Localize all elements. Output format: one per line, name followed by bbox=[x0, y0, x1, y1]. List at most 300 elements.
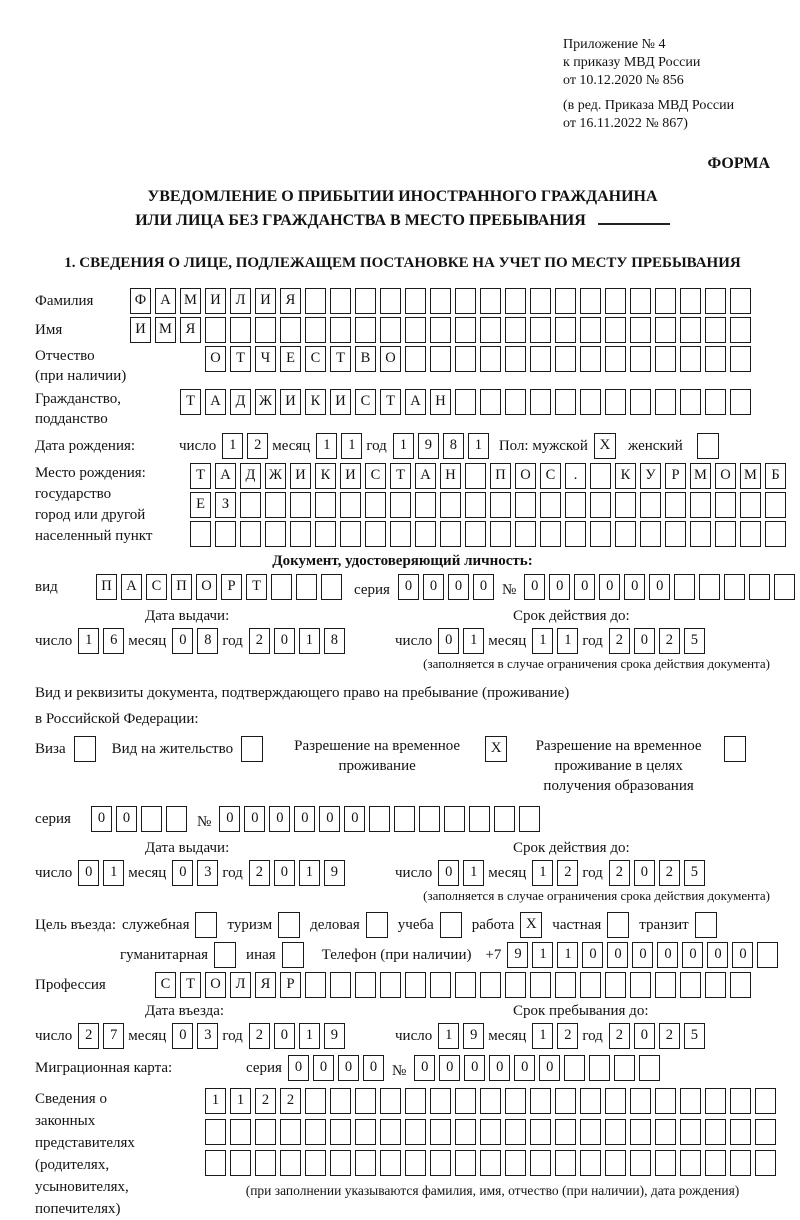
form-cell[interactable]: Ф bbox=[130, 288, 151, 314]
form-cell[interactable] bbox=[765, 521, 786, 547]
form-cell[interactable] bbox=[505, 288, 526, 314]
form-cell[interactable]: 0 bbox=[524, 574, 545, 600]
purpose-tourism-checkbox[interactable] bbox=[278, 912, 300, 938]
form-cell[interactable] bbox=[205, 1119, 226, 1145]
form-cell[interactable]: 0 bbox=[338, 1055, 359, 1081]
form-cell[interactable]: Т bbox=[330, 346, 351, 372]
form-cell[interactable]: С bbox=[146, 574, 167, 600]
form-cell[interactable] bbox=[405, 1150, 426, 1176]
form-cell[interactable] bbox=[480, 288, 501, 314]
form-cell[interactable]: 1 bbox=[103, 860, 124, 886]
form-cell[interactable]: И bbox=[340, 463, 361, 489]
form-cell[interactable]: 0 bbox=[398, 574, 419, 600]
form-cell[interactable] bbox=[655, 346, 676, 372]
form-cell[interactable]: 1 bbox=[299, 1023, 320, 1049]
form-cell[interactable] bbox=[505, 1119, 526, 1145]
form-cell[interactable] bbox=[580, 346, 601, 372]
form-cell[interactable] bbox=[530, 346, 551, 372]
form-cell[interactable]: Н bbox=[430, 389, 451, 415]
form-cell[interactable] bbox=[605, 972, 626, 998]
gender-female-checkbox[interactable] bbox=[697, 433, 719, 459]
form-cell[interactable]: Я bbox=[255, 972, 276, 998]
form-cell[interactable]: 1 bbox=[222, 433, 243, 459]
form-cell[interactable]: Т bbox=[246, 574, 267, 600]
form-cell[interactable]: 1 bbox=[557, 942, 578, 968]
form-cell[interactable]: О bbox=[515, 463, 536, 489]
form-cell[interactable] bbox=[757, 942, 778, 968]
form-cell[interactable]: А bbox=[215, 463, 236, 489]
form-cell[interactable]: Л bbox=[230, 288, 251, 314]
form-cell[interactable] bbox=[430, 317, 451, 343]
form-cell[interactable] bbox=[405, 1088, 426, 1114]
form-cell[interactable]: И bbox=[330, 389, 351, 415]
form-cell[interactable]: 1 bbox=[463, 628, 484, 654]
form-cell[interactable] bbox=[590, 492, 611, 518]
form-cell[interactable]: 1 bbox=[299, 860, 320, 886]
form-cell[interactable]: 0 bbox=[539, 1055, 560, 1081]
form-cell[interactable] bbox=[480, 1119, 501, 1145]
form-cell[interactable] bbox=[480, 1150, 501, 1176]
form-cell[interactable]: К bbox=[615, 463, 636, 489]
form-cell[interactable] bbox=[455, 288, 476, 314]
form-cell[interactable]: А bbox=[205, 389, 226, 415]
form-cell[interactable] bbox=[280, 317, 301, 343]
form-cell[interactable] bbox=[390, 492, 411, 518]
form-cell[interactable] bbox=[440, 492, 461, 518]
form-cell[interactable]: Ж bbox=[265, 463, 286, 489]
purpose-transit-checkbox[interactable] bbox=[695, 912, 717, 938]
form-cell[interactable] bbox=[215, 521, 236, 547]
form-cell[interactable]: 0 bbox=[549, 574, 570, 600]
form-cell[interactable] bbox=[715, 492, 736, 518]
form-cell[interactable] bbox=[430, 288, 451, 314]
form-cell[interactable] bbox=[315, 492, 336, 518]
residence-permit-checkbox[interactable] bbox=[241, 736, 263, 762]
form-cell[interactable] bbox=[380, 1119, 401, 1145]
form-cell[interactable]: Ч bbox=[255, 346, 276, 372]
form-cell[interactable] bbox=[355, 288, 376, 314]
form-cell[interactable] bbox=[430, 346, 451, 372]
form-cell[interactable]: С bbox=[540, 463, 561, 489]
form-cell[interactable]: 2 bbox=[609, 860, 630, 886]
form-cell[interactable] bbox=[494, 806, 515, 832]
form-cell[interactable]: 0 bbox=[274, 860, 295, 886]
purpose-private-checkbox[interactable] bbox=[607, 912, 629, 938]
form-cell[interactable] bbox=[540, 521, 561, 547]
form-cell[interactable]: 0 bbox=[294, 806, 315, 832]
form-cell[interactable]: П bbox=[490, 463, 511, 489]
form-cell[interactable]: 3 bbox=[197, 860, 218, 886]
form-cell[interactable] bbox=[774, 574, 795, 600]
form-cell[interactable] bbox=[665, 521, 686, 547]
form-cell[interactable] bbox=[330, 1088, 351, 1114]
form-cell[interactable] bbox=[590, 521, 611, 547]
form-cell[interactable] bbox=[680, 1150, 701, 1176]
form-cell[interactable] bbox=[655, 972, 676, 998]
form-cell[interactable] bbox=[580, 389, 601, 415]
form-cell[interactable] bbox=[455, 972, 476, 998]
form-cell[interactable] bbox=[290, 521, 311, 547]
form-cell[interactable]: Т bbox=[230, 346, 251, 372]
form-cell[interactable]: 9 bbox=[463, 1023, 484, 1049]
form-cell[interactable]: 0 bbox=[313, 1055, 334, 1081]
form-cell[interactable] bbox=[355, 1088, 376, 1114]
form-cell[interactable] bbox=[321, 574, 342, 600]
form-cell[interactable]: 1 bbox=[393, 433, 414, 459]
form-cell[interactable] bbox=[655, 1119, 676, 1145]
form-cell[interactable] bbox=[415, 521, 436, 547]
form-cell[interactable] bbox=[230, 1119, 251, 1145]
form-cell[interactable] bbox=[380, 317, 401, 343]
form-cell[interactable] bbox=[580, 1150, 601, 1176]
form-cell[interactable] bbox=[630, 317, 651, 343]
form-cell[interactable] bbox=[680, 288, 701, 314]
form-cell[interactable]: 2 bbox=[255, 1088, 276, 1114]
form-cell[interactable] bbox=[305, 317, 326, 343]
form-cell[interactable]: И bbox=[280, 389, 301, 415]
form-cell[interactable] bbox=[405, 1119, 426, 1145]
form-cell[interactable] bbox=[730, 317, 751, 343]
form-cell[interactable]: 0 bbox=[464, 1055, 485, 1081]
form-cell[interactable] bbox=[640, 492, 661, 518]
form-cell[interactable] bbox=[305, 1088, 326, 1114]
form-cell[interactable] bbox=[580, 1088, 601, 1114]
form-cell[interactable]: 0 bbox=[732, 942, 753, 968]
form-cell[interactable] bbox=[639, 1055, 660, 1081]
form-cell[interactable] bbox=[230, 1150, 251, 1176]
form-cell[interactable] bbox=[755, 1119, 776, 1145]
form-cell[interactable]: О bbox=[205, 972, 226, 998]
form-cell[interactable] bbox=[614, 1055, 635, 1081]
form-cell[interactable] bbox=[330, 1150, 351, 1176]
form-cell[interactable]: 0 bbox=[514, 1055, 535, 1081]
form-cell[interactable]: М bbox=[180, 288, 201, 314]
form-cell[interactable] bbox=[166, 806, 187, 832]
form-cell[interactable] bbox=[555, 288, 576, 314]
form-cell[interactable]: 2 bbox=[280, 1088, 301, 1114]
form-cell[interactable]: 8 bbox=[324, 628, 345, 654]
form-cell[interactable]: 1 bbox=[532, 1023, 553, 1049]
form-cell[interactable]: 0 bbox=[438, 628, 459, 654]
form-cell[interactable] bbox=[240, 492, 261, 518]
form-cell[interactable] bbox=[605, 346, 626, 372]
form-cell[interactable] bbox=[490, 521, 511, 547]
form-cell[interactable] bbox=[255, 1119, 276, 1145]
form-cell[interactable] bbox=[296, 574, 317, 600]
form-cell[interactable] bbox=[530, 1150, 551, 1176]
form-cell[interactable] bbox=[265, 521, 286, 547]
form-cell[interactable]: 5 bbox=[684, 1023, 705, 1049]
form-cell[interactable] bbox=[655, 1150, 676, 1176]
form-cell[interactable] bbox=[680, 972, 701, 998]
form-cell[interactable] bbox=[580, 972, 601, 998]
form-cell[interactable]: К bbox=[315, 463, 336, 489]
form-cell[interactable] bbox=[455, 389, 476, 415]
form-cell[interactable]: 1 bbox=[341, 433, 362, 459]
form-cell[interactable]: 1 bbox=[205, 1088, 226, 1114]
form-cell[interactable] bbox=[205, 1150, 226, 1176]
form-cell[interactable] bbox=[405, 317, 426, 343]
form-cell[interactable]: 0 bbox=[172, 860, 193, 886]
form-cell[interactable] bbox=[730, 1119, 751, 1145]
form-cell[interactable] bbox=[755, 1150, 776, 1176]
form-cell[interactable] bbox=[355, 1150, 376, 1176]
form-cell[interactable]: 0 bbox=[489, 1055, 510, 1081]
form-cell[interactable]: . bbox=[565, 463, 586, 489]
form-cell[interactable]: А bbox=[121, 574, 142, 600]
form-cell[interactable]: З bbox=[215, 492, 236, 518]
form-cell[interactable]: И bbox=[130, 317, 151, 343]
form-cell[interactable] bbox=[190, 521, 211, 547]
form-cell[interactable] bbox=[330, 288, 351, 314]
form-cell[interactable] bbox=[480, 972, 501, 998]
purpose-study-checkbox[interactable] bbox=[440, 912, 462, 938]
form-cell[interactable]: 2 bbox=[78, 1023, 99, 1049]
form-cell[interactable]: 0 bbox=[707, 942, 728, 968]
form-cell[interactable] bbox=[555, 1088, 576, 1114]
form-cell[interactable]: 0 bbox=[574, 574, 595, 600]
form-cell[interactable]: 1 bbox=[532, 942, 553, 968]
form-cell[interactable] bbox=[730, 389, 751, 415]
form-cell[interactable] bbox=[589, 1055, 610, 1081]
form-cell[interactable]: 0 bbox=[91, 806, 112, 832]
form-cell[interactable]: 0 bbox=[363, 1055, 384, 1081]
form-cell[interactable] bbox=[505, 346, 526, 372]
form-cell[interactable] bbox=[380, 1088, 401, 1114]
form-cell[interactable]: 2 bbox=[659, 860, 680, 886]
form-cell[interactable] bbox=[230, 317, 251, 343]
form-cell[interactable] bbox=[630, 1150, 651, 1176]
form-cell[interactable] bbox=[355, 317, 376, 343]
purpose-humanitarian-checkbox[interactable] bbox=[214, 942, 236, 968]
form-cell[interactable]: О bbox=[715, 463, 736, 489]
form-cell[interactable] bbox=[555, 317, 576, 343]
form-cell[interactable] bbox=[655, 317, 676, 343]
form-cell[interactable]: 0 bbox=[624, 574, 645, 600]
form-cell[interactable] bbox=[330, 317, 351, 343]
form-cell[interactable]: 0 bbox=[78, 860, 99, 886]
form-cell[interactable] bbox=[480, 317, 501, 343]
form-cell[interactable] bbox=[630, 346, 651, 372]
form-cell[interactable]: М bbox=[690, 463, 711, 489]
form-cell[interactable]: В bbox=[355, 346, 376, 372]
form-cell[interactable] bbox=[255, 1150, 276, 1176]
form-cell[interactable] bbox=[755, 1088, 776, 1114]
visa-checkbox[interactable] bbox=[74, 736, 96, 762]
form-cell[interactable]: 0 bbox=[423, 574, 444, 600]
form-cell[interactable]: 9 bbox=[418, 433, 439, 459]
form-cell[interactable] bbox=[680, 389, 701, 415]
form-cell[interactable] bbox=[430, 1150, 451, 1176]
form-cell[interactable] bbox=[505, 389, 526, 415]
form-cell[interactable]: 0 bbox=[607, 942, 628, 968]
form-cell[interactable]: 3 bbox=[197, 1023, 218, 1049]
gender-male-checkbox[interactable]: X bbox=[594, 433, 616, 459]
form-cell[interactable] bbox=[305, 972, 326, 998]
form-cell[interactable]: 0 bbox=[244, 806, 265, 832]
form-cell[interactable] bbox=[730, 972, 751, 998]
form-cell[interactable] bbox=[440, 521, 461, 547]
form-cell[interactable] bbox=[280, 1119, 301, 1145]
form-cell[interactable]: 0 bbox=[274, 628, 295, 654]
form-cell[interactable] bbox=[605, 1119, 626, 1145]
form-cell[interactable]: 0 bbox=[172, 628, 193, 654]
form-cell[interactable] bbox=[680, 1088, 701, 1114]
form-cell[interactable] bbox=[705, 1119, 726, 1145]
form-cell[interactable] bbox=[394, 806, 415, 832]
form-cell[interactable] bbox=[340, 492, 361, 518]
form-cell[interactable] bbox=[749, 574, 770, 600]
form-cell[interactable] bbox=[615, 521, 636, 547]
purpose-official-checkbox[interactable] bbox=[195, 912, 217, 938]
form-cell[interactable]: И bbox=[205, 288, 226, 314]
form-cell[interactable]: 0 bbox=[414, 1055, 435, 1081]
form-cell[interactable] bbox=[365, 521, 386, 547]
form-cell[interactable] bbox=[680, 346, 701, 372]
form-cell[interactable]: 0 bbox=[172, 1023, 193, 1049]
form-cell[interactable] bbox=[555, 1150, 576, 1176]
form-cell[interactable] bbox=[690, 492, 711, 518]
form-cell[interactable] bbox=[380, 1150, 401, 1176]
form-cell[interactable] bbox=[530, 972, 551, 998]
form-cell[interactable]: А bbox=[415, 463, 436, 489]
form-cell[interactable] bbox=[455, 1119, 476, 1145]
form-cell[interactable] bbox=[355, 1119, 376, 1145]
form-cell[interactable]: Т bbox=[180, 972, 201, 998]
form-cell[interactable] bbox=[240, 521, 261, 547]
form-cell[interactable] bbox=[580, 288, 601, 314]
form-cell[interactable] bbox=[699, 574, 720, 600]
form-cell[interactable] bbox=[455, 346, 476, 372]
form-cell[interactable]: 1 bbox=[78, 628, 99, 654]
temp-residence-checkbox[interactable]: X bbox=[485, 736, 507, 762]
form-cell[interactable]: 0 bbox=[599, 574, 620, 600]
form-cell[interactable]: О bbox=[205, 346, 226, 372]
form-cell[interactable] bbox=[315, 521, 336, 547]
form-cell[interactable] bbox=[405, 346, 426, 372]
form-cell[interactable]: И bbox=[290, 463, 311, 489]
form-cell[interactable] bbox=[530, 389, 551, 415]
form-cell[interactable]: С bbox=[155, 972, 176, 998]
form-cell[interactable]: 0 bbox=[344, 806, 365, 832]
form-cell[interactable] bbox=[430, 1119, 451, 1145]
form-cell[interactable]: 1 bbox=[463, 860, 484, 886]
form-cell[interactable]: М bbox=[740, 463, 761, 489]
form-cell[interactable]: 1 bbox=[316, 433, 337, 459]
form-cell[interactable]: 1 bbox=[299, 628, 320, 654]
form-cell[interactable] bbox=[555, 1119, 576, 1145]
form-cell[interactable] bbox=[465, 521, 486, 547]
form-cell[interactable] bbox=[519, 806, 540, 832]
form-cell[interactable] bbox=[540, 492, 561, 518]
form-cell[interactable]: Р bbox=[280, 972, 301, 998]
form-cell[interactable] bbox=[630, 972, 651, 998]
form-cell[interactable] bbox=[419, 806, 440, 832]
form-cell[interactable] bbox=[530, 1088, 551, 1114]
form-cell[interactable] bbox=[615, 492, 636, 518]
form-cell[interactable] bbox=[415, 492, 436, 518]
form-cell[interactable]: 6 bbox=[103, 628, 124, 654]
form-cell[interactable]: Т bbox=[390, 463, 411, 489]
form-cell[interactable] bbox=[465, 463, 486, 489]
form-cell[interactable]: Я bbox=[280, 288, 301, 314]
form-cell[interactable] bbox=[430, 972, 451, 998]
form-cell[interactable] bbox=[469, 806, 490, 832]
form-cell[interactable]: О bbox=[196, 574, 217, 600]
form-cell[interactable]: С bbox=[365, 463, 386, 489]
form-cell[interactable]: 5 bbox=[684, 860, 705, 886]
form-cell[interactable] bbox=[530, 317, 551, 343]
form-cell[interactable]: 1 bbox=[532, 628, 553, 654]
form-cell[interactable] bbox=[465, 492, 486, 518]
form-cell[interactable] bbox=[355, 972, 376, 998]
form-cell[interactable] bbox=[555, 389, 576, 415]
form-cell[interactable]: П bbox=[96, 574, 117, 600]
form-cell[interactable] bbox=[515, 492, 536, 518]
form-cell[interactable] bbox=[665, 492, 686, 518]
purpose-other-checkbox[interactable] bbox=[282, 942, 304, 968]
form-cell[interactable] bbox=[605, 288, 626, 314]
form-cell[interactable] bbox=[605, 389, 626, 415]
form-cell[interactable] bbox=[630, 389, 651, 415]
form-cell[interactable] bbox=[365, 492, 386, 518]
form-cell[interactable]: 1 bbox=[468, 433, 489, 459]
form-cell[interactable] bbox=[405, 288, 426, 314]
form-cell[interactable] bbox=[405, 972, 426, 998]
form-cell[interactable]: 0 bbox=[657, 942, 678, 968]
form-cell[interactable] bbox=[730, 1088, 751, 1114]
form-cell[interactable] bbox=[630, 1119, 651, 1145]
form-cell[interactable]: 2 bbox=[659, 1023, 680, 1049]
form-cell[interactable] bbox=[655, 1088, 676, 1114]
form-cell[interactable] bbox=[740, 492, 761, 518]
form-cell[interactable]: 2 bbox=[249, 860, 270, 886]
form-cell[interactable]: 2 bbox=[659, 628, 680, 654]
form-cell[interactable] bbox=[605, 1088, 626, 1114]
form-cell[interactable]: Т bbox=[380, 389, 401, 415]
form-cell[interactable]: 0 bbox=[632, 942, 653, 968]
form-cell[interactable] bbox=[564, 1055, 585, 1081]
form-cell[interactable]: У bbox=[640, 463, 661, 489]
form-cell[interactable]: 2 bbox=[249, 1023, 270, 1049]
form-cell[interactable]: Р bbox=[221, 574, 242, 600]
form-cell[interactable]: 0 bbox=[288, 1055, 309, 1081]
form-cell[interactable] bbox=[455, 1150, 476, 1176]
form-cell[interactable] bbox=[555, 972, 576, 998]
form-cell[interactable] bbox=[455, 1088, 476, 1114]
form-cell[interactable]: 0 bbox=[438, 860, 459, 886]
form-cell[interactable] bbox=[655, 389, 676, 415]
form-cell[interactable]: 0 bbox=[116, 806, 137, 832]
form-cell[interactable] bbox=[555, 346, 576, 372]
form-cell[interactable] bbox=[455, 317, 476, 343]
form-cell[interactable] bbox=[505, 1088, 526, 1114]
form-cell[interactable]: 0 bbox=[634, 1023, 655, 1049]
form-cell[interactable]: Т bbox=[190, 463, 211, 489]
form-cell[interactable]: Е bbox=[280, 346, 301, 372]
form-cell[interactable]: К bbox=[305, 389, 326, 415]
form-cell[interactable]: 0 bbox=[219, 806, 240, 832]
form-cell[interactable] bbox=[430, 1088, 451, 1114]
form-cell[interactable] bbox=[705, 389, 726, 415]
form-cell[interactable]: 0 bbox=[274, 1023, 295, 1049]
form-cell[interactable] bbox=[305, 1150, 326, 1176]
form-cell[interactable] bbox=[730, 288, 751, 314]
form-cell[interactable] bbox=[705, 972, 726, 998]
form-cell[interactable] bbox=[630, 288, 651, 314]
form-cell[interactable] bbox=[715, 521, 736, 547]
form-cell[interactable] bbox=[205, 317, 226, 343]
